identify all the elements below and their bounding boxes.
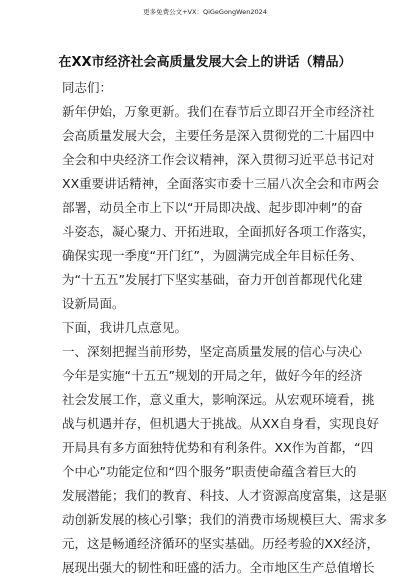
paragraph-line: 战与机遇并存，但机遇大于挑战。从XX自身看，实现良好 (62, 416, 380, 431)
paragraph-line: 设新局面。 (62, 296, 125, 311)
paragraph-line: 下面，我讲几点意见。 (62, 320, 188, 335)
paragraph-line: 为“十五五”发展打下坚实基础，奋力开创首都现代化建 (62, 272, 363, 287)
paragraph-line: 社会发展工作，意义重大，影响深远。从宏观环境看，挑 (62, 392, 375, 407)
paragraph-line: 个中心”功能定位和“四个服务”职责使命蕴含着巨大的 (62, 464, 357, 479)
paragraph-line: 斗姿态，凝心聚力、开拓进取，全面抓好各项工作落实， (62, 224, 375, 239)
paragraph-line: 开局具有多方面独特优势和有利条件。XX作为首都，“四 (62, 440, 374, 455)
paragraph-line: 部署，动员全市上下以“开局即决战、起步即冲刺”的奋 (62, 200, 363, 215)
paragraph-line: 今年是实施“十五五”规划的开局之年，做好今年的经济 (62, 368, 363, 383)
section-heading: 一、深刻把握当前形势，坚定高质量发展的信心与决心 (62, 344, 363, 359)
paragraph-line: 展现出强大的韧性和旺盛的活力。全市地区生产总值增长 (62, 560, 375, 575)
paragraph-line: 确保实现一季度“开门红”，为圆满完成全年目标任务、 (62, 248, 363, 263)
salutation: 同志们： (62, 80, 113, 95)
paragraph-line: 新年伊始，万象更新。我们在春节后立即召开全市经济社 (62, 104, 375, 119)
paragraph-line: 全会和中央经济工作会议精神，深入贯彻习近平总书记对 (62, 152, 375, 167)
header-note: 更多免费公文+VX：QiGeGongWen2024 (143, 8, 267, 16)
paragraph-line: 元，这是畅通经济循环的坚实基础。历经考验的XX经济， (62, 536, 380, 551)
document-title: 在XX市经济社会高质量发展大会上的讲话（精品） (58, 55, 352, 70)
paragraph-line: 会高质量发展大会，主要任务是深入贯彻党的二十届四中 (62, 128, 375, 143)
paragraph-line: XX重要讲话精神，全面落实市委十三届八次全会和市两会 (62, 176, 380, 191)
paragraph-line: 发展潜能；我们的教育、科技、人才资源高度富集，这是驱 (62, 488, 388, 503)
paragraph-line: 动创新发展的核心引擎；我们的消费市场规模巨大、需求多 (62, 512, 388, 527)
